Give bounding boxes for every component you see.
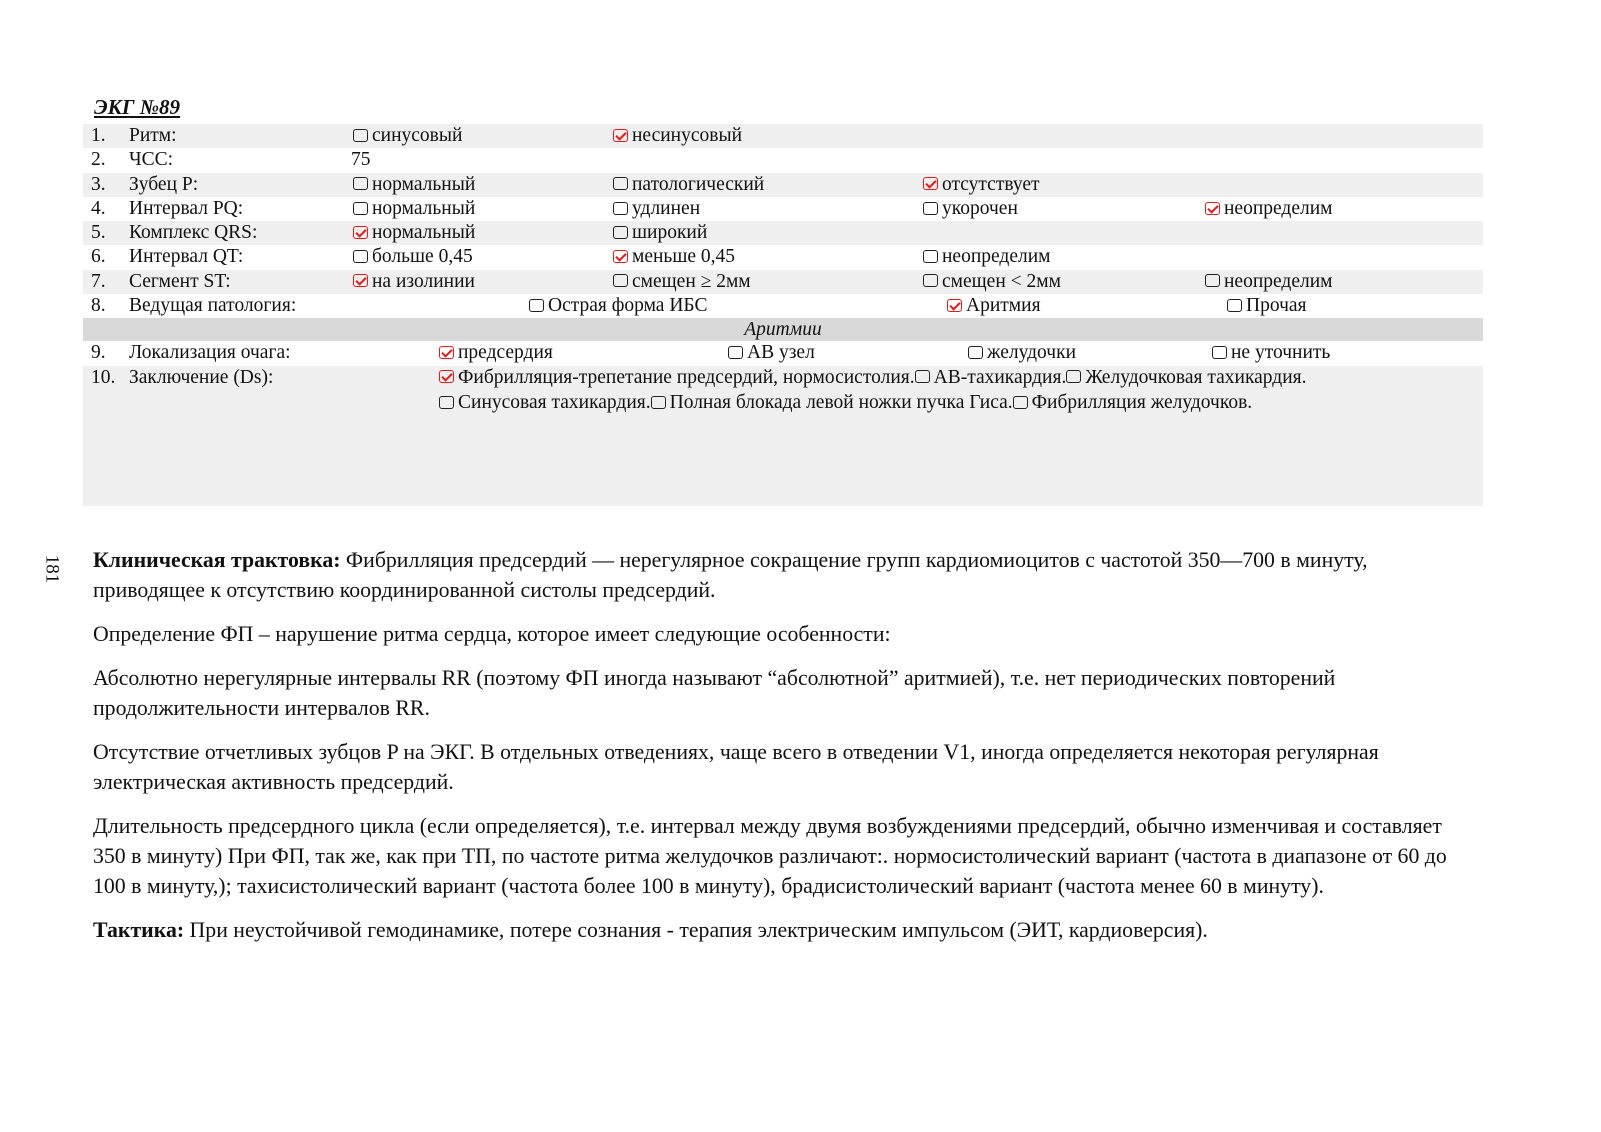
checkbox-icon[interactable]: [968, 346, 983, 359]
option-label: желудочки: [987, 342, 1077, 364]
option-label: нормальный: [372, 173, 476, 195]
row-label: Заключение (Ds):: [129, 366, 274, 388]
checkbox-icon[interactable]: [915, 370, 930, 383]
conclusion-option[interactable]: [1066, 366, 1306, 390]
option[interactable]: [613, 221, 707, 245]
option[interactable]: [439, 341, 553, 365]
row-value: 75: [351, 149, 371, 171]
paragraph-tactics: [93, 915, 1473, 945]
checkbox-icon[interactable]: [529, 299, 544, 312]
checkbox-icon[interactable]: [613, 177, 628, 190]
option-label: неопределим: [1224, 197, 1333, 219]
row-label: Ритм:: [129, 125, 177, 146]
option[interactable]: [923, 270, 1061, 294]
option-label: Аритмия: [966, 295, 1041, 317]
row-number: 4.: [91, 197, 106, 219]
row-number: 5.: [91, 222, 106, 244]
page-number: 181: [41, 554, 63, 584]
checkbox-icon[interactable]: [651, 396, 666, 409]
option[interactable]: [923, 245, 1051, 269]
body-text: [93, 545, 1473, 959]
option[interactable]: [968, 341, 1076, 365]
option[interactable]: [923, 197, 1018, 221]
option-label: Желудочковая тахикардия.: [1085, 366, 1307, 388]
checkbox-checked-icon[interactable]: [439, 370, 454, 383]
option[interactable]: [613, 270, 751, 294]
option[interactable]: [1227, 294, 1307, 318]
checkbox-icon[interactable]: [613, 202, 628, 215]
section-arrhythmia: [83, 318, 1483, 341]
ecg-form: [83, 124, 1483, 506]
option-label: Прочая: [1246, 295, 1307, 317]
row-number: 9.: [91, 342, 106, 364]
conclusion-option[interactable]: [439, 366, 915, 390]
option-label: АВ-тахикардия.: [933, 366, 1067, 388]
checkbox-icon[interactable]: [1205, 274, 1220, 287]
checkbox-checked-icon[interactable]: [1205, 202, 1220, 215]
checkbox-checked-icon[interactable]: [439, 346, 454, 359]
form-row: [83, 148, 1483, 172]
row-label: Ведущая патология:: [129, 295, 297, 317]
option[interactable]: [923, 173, 1040, 197]
conclusion-option[interactable]: [439, 391, 651, 415]
option[interactable]: [613, 173, 764, 197]
conclusion-option[interactable]: [1013, 391, 1253, 415]
checkbox-icon[interactable]: [613, 274, 628, 287]
option-label: патологический: [632, 173, 765, 195]
checkbox-icon[interactable]: [353, 202, 368, 215]
checkbox-icon[interactable]: [353, 250, 368, 263]
row-number: 7.: [91, 270, 106, 292]
paragraph-rr: Абсолютно нерегулярные интервалы RR (поэтому ФП иногда называют “абсолютной” аритмией), т.е. нет периодических повторений продолжительности интервалов RR.: [93, 666, 1336, 720]
row-number: 2.: [91, 149, 106, 171]
option[interactable]: [1205, 270, 1333, 294]
checkbox-icon[interactable]: [923, 250, 938, 263]
option[interactable]: [353, 221, 475, 245]
option-label: неопределим: [942, 246, 1051, 268]
option[interactable]: [529, 294, 707, 318]
conclusion-row: [83, 366, 1483, 506]
option-label: Полная блокада левой ножки пучка Гиса.: [669, 392, 1013, 414]
checkbox-checked-icon[interactable]: [613, 250, 628, 263]
form-row: [83, 270, 1483, 294]
option-label: отсутствует: [942, 173, 1040, 195]
paragraph-clinical: [93, 545, 1473, 605]
option-label: несинусовый: [632, 125, 743, 146]
option[interactable]: [613, 245, 735, 269]
paragraph-pwave: Отсутствие отчетливых зубцов P на ЭКГ. В отдельных отведениях, чаще всего в отведении V1, иногда определяется некоторая регулярная электрическая активность предсердий.: [93, 740, 1379, 794]
option-label: предсердия: [458, 342, 553, 364]
checkbox-icon[interactable]: [1066, 370, 1081, 383]
row-label: Локализация очага:: [129, 342, 291, 364]
form-row: [83, 245, 1483, 269]
form-row-localization: [83, 341, 1483, 365]
option-label: меньше 0,45: [632, 246, 735, 268]
checkbox-icon[interactable]: [1013, 396, 1028, 409]
option-label: нормальный: [372, 197, 476, 219]
option[interactable]: [728, 341, 815, 365]
row-label: Интервал QT:: [129, 246, 244, 268]
option-label: Синусовая тахикардия.: [458, 392, 651, 414]
checkbox-checked-icon[interactable]: [923, 177, 938, 190]
option-label: Острая форма ИБС: [548, 295, 708, 317]
option-label: Фибрилляция желудочков.: [1031, 392, 1253, 414]
option-label: смещен ≥ 2мм: [632, 270, 751, 292]
option[interactable]: [353, 270, 475, 294]
option[interactable]: [613, 197, 700, 221]
row-number: 6.: [91, 246, 106, 268]
option-label: Фибрилляция-трепетание предсердий, нормосистолия.: [458, 366, 915, 388]
option[interactable]: [353, 173, 475, 197]
row-label: Комплекс QRS:: [129, 222, 258, 244]
row-label: Зубец P:: [129, 173, 199, 195]
option-label: укорочен: [942, 197, 1018, 219]
checkbox-checked-icon[interactable]: [353, 274, 368, 287]
ecg-title: ЭКГ №89: [94, 95, 181, 119]
option-label: АВ узел: [747, 342, 815, 364]
option[interactable]: [1205, 197, 1333, 221]
checkbox-checked-icon[interactable]: [947, 299, 962, 312]
option-label: удлинен: [632, 197, 701, 219]
row-label: Сегмент ST:: [129, 270, 231, 292]
conclusion-option[interactable]: [651, 391, 1013, 415]
form-row: [83, 124, 1483, 148]
option[interactable]: [353, 124, 462, 148]
form-row: [83, 294, 1483, 318]
checkbox-icon[interactable]: [1212, 346, 1227, 359]
option[interactable]: [947, 294, 1041, 318]
checkbox-checked-icon[interactable]: [613, 129, 628, 142]
paragraph-definition: Определение ФП – нарушение ритма сердца, которое имеет следующие особенности:: [93, 622, 891, 646]
checkbox-checked-icon[interactable]: [353, 226, 368, 239]
row-number: 1.: [91, 125, 106, 146]
option-label: не уточнить: [1231, 342, 1331, 364]
conclusion-option[interactable]: [915, 366, 1067, 390]
row-label: ЧСС:: [129, 149, 174, 171]
row-number: 3.: [91, 173, 106, 195]
clinical-heading: Клиническая трактовка:: [93, 548, 341, 572]
paragraph-cycle: Длительность предсердного цикла (если определяется), т.е. интервал между двумя возбуждениями предсердий, обычно изменчивая и составляет 350 в минуту) При ФП, так же, как при ТП, по частоте ритма желудочков различают:. нормосистолический вариант (частота в диапазоне от 60 до 100 в минуту,); тахисистолический вариант (частота более 100 в минуту), брадисистолический вариант (частота менее 60 в минуту).: [93, 814, 1447, 898]
option[interactable]: [1212, 341, 1330, 365]
tactics-text: При неустойчивой гемодинамике, потере сознания - терапия электрическим импульсом (ЭИТ, кардиоверсия).: [184, 918, 1208, 942]
form-row: [83, 197, 1483, 221]
row-number: 8.: [91, 295, 106, 317]
row-label: Интервал PQ:: [129, 197, 244, 219]
option[interactable]: [613, 124, 742, 148]
form-row: [83, 173, 1483, 197]
conclusion-options: [439, 366, 1483, 417]
option[interactable]: [353, 197, 475, 221]
checkbox-icon[interactable]: [353, 177, 368, 190]
option-label: больше 0,45: [372, 246, 473, 268]
option-label: нормальный: [372, 222, 476, 244]
checkbox-icon[interactable]: [353, 129, 368, 142]
checkbox-icon[interactable]: [923, 274, 938, 287]
option-label: синусовый: [372, 125, 463, 146]
form-row: [83, 221, 1483, 245]
option-label: смещен < 2мм: [942, 270, 1061, 292]
tactics-heading: Тактика:: [93, 918, 185, 942]
checkbox-icon[interactable]: [923, 202, 938, 215]
option-label: неопределим: [1224, 270, 1333, 292]
section-title: Аритмии: [744, 319, 822, 341]
option-label: широкий: [632, 222, 708, 244]
clinical-text: Фибрилляция предсердий — нерегулярное сокращение групп кардиомиоцитов с частотой 350—700 в минуту, приводящее к отсутствию координированной систолы предсердий.: [93, 548, 1368, 602]
checkbox-icon[interactable]: [613, 226, 628, 239]
checkbox-icon[interactable]: [1227, 299, 1242, 312]
checkbox-icon[interactable]: [439, 396, 454, 409]
checkbox-icon[interactable]: [728, 346, 743, 359]
row-number: 10.: [91, 366, 116, 388]
option-label: на изолинии: [372, 270, 475, 292]
option[interactable]: [353, 245, 473, 269]
